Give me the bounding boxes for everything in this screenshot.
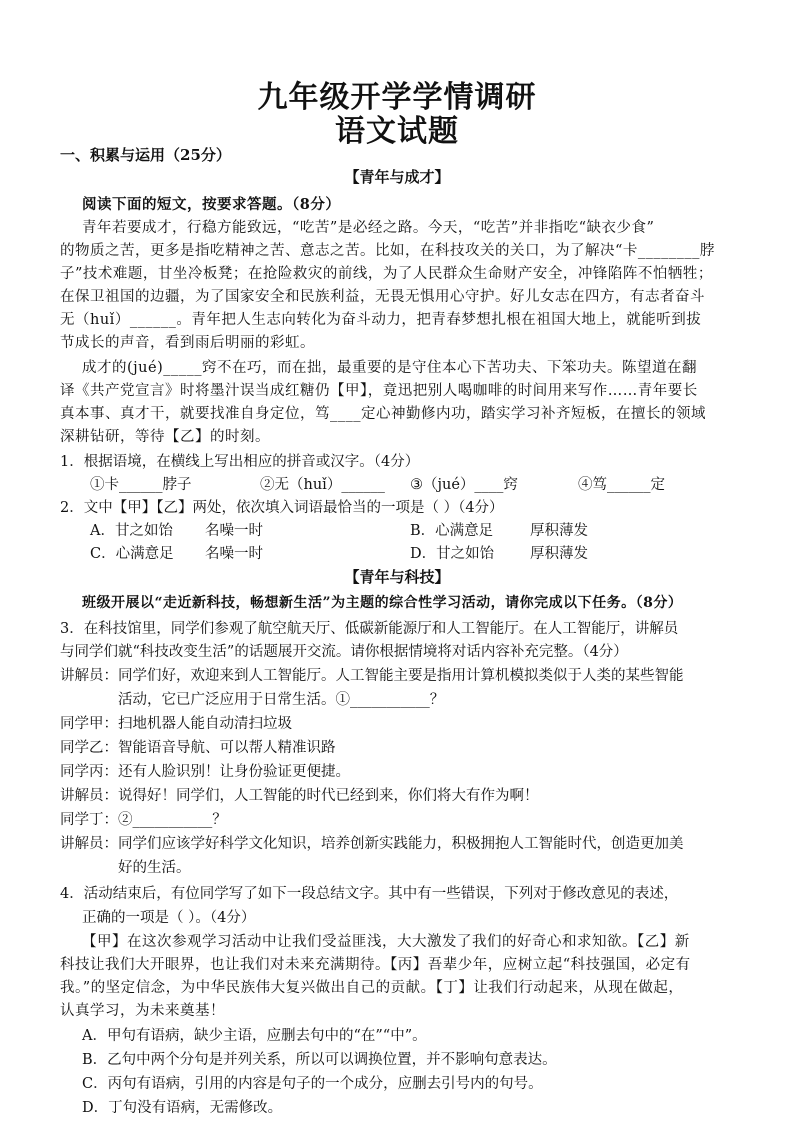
summary-line: 我。”的坚定信念，为中华民族伟大复兴做出自己的贡献。【丁】让我们行动起来，从现在做起， — [60, 980, 684, 996]
summary-line: 认真学习，为未来奠基！ — [60, 1003, 225, 1019]
summary-line: 科技让我们大开眼界，也让我们对未来充满期待。【丙】吾辈少年，应树立起“科技强国，必定有 — [60, 957, 691, 973]
q2-option-d-word: 厚积薄发 — [530, 546, 588, 562]
passage-line: 子”技术难题，甘坐冷板凳；在抢险救灾的前线，为了人民群众生命财产安全，冲锋陷阵不怕牺牲； — [60, 266, 713, 282]
passage-line: 在保卫祖国的边疆，为了国家安全和民族利益，无畏无惧用心守护。好儿女志在四方，有志者奋斗 — [60, 289, 705, 305]
q4-option-d: D．丁句没有语病，无需修改。 — [82, 1100, 283, 1116]
dialogue-line: 同学丙：还有人脸识别！让身份验证更便捷。 — [60, 764, 350, 780]
dialogue-line: 讲解员：同学们应该学好科学文化知识，培养创新实践能力，积极拥抱人工智能时代，创造更加美 — [60, 836, 684, 852]
passage-line: 译《共产党宣言》时将墨汁误当成红糖仍【甲】，竟迅把别人喝咖啡的时间用来写作……青年要长 — [60, 383, 698, 399]
reading-instruction: 阅读下面的短文，按要求答题。（8分） — [82, 196, 341, 213]
q4-option-c: C．丙句有语病，引用的内容是句子的一个成分，应删去引号内的句号。 — [82, 1076, 543, 1092]
q2-option-b-word: 厚积薄发 — [530, 523, 588, 539]
passage-line: 深耕钻研，等待【乙】的时刻。 — [60, 429, 270, 445]
q2-option-a-word: 名噪一时 — [205, 523, 263, 539]
q1-blank-4: ④笃______定 — [578, 477, 665, 493]
dialogue-line: 好的生活。 — [118, 860, 191, 876]
q4-option-b: B．乙句中两个分句是并列关系，所以可以调换位置，并不影响句意表达。 — [82, 1052, 557, 1068]
q1-blank-2: ②无（huǐ）______ — [260, 477, 385, 493]
q2-option-a: A．甘之如饴 — [90, 523, 173, 539]
dialogue-line: 同学甲：扫地机器人能自动清扫垃圾 — [60, 716, 292, 732]
activity-instruction: 班级开展以“走近新科技，畅想新生活”为主题的综合性学习活动，请你完成以下任务。（8分） — [82, 595, 683, 611]
dialogue-line: 同学丁：②___________？ — [60, 812, 227, 828]
passage-line: 成才的(jué)_____窍不在巧，而在拙，最重要的是守住本心下苦功夫、下笨功夫。陈望道在翻 — [82, 360, 697, 376]
q4-option-a: A．甲句有语病，缺少主语，应删去句中的“在”“中”。 — [82, 1028, 427, 1044]
q2-option-c: C．心满意足 — [90, 546, 174, 562]
question-3-cont: 与同学们就“科技改变生活”的话题展开交流。请你根据情境将对话内容补充完整。（4分） — [60, 644, 628, 660]
dialogue-line: 同学乙：智能语音导航、可以帮人精准识路 — [60, 740, 336, 756]
q2-option-d: D．甘之如饴 — [410, 546, 495, 562]
q2-option-b: B．心满意足 — [410, 523, 494, 539]
passage-line: 的物质之苦，更多是指吃精神之苦、意志之苦。比如，在科技攻关的关口，为了解决“卡________脖 — [60, 243, 715, 259]
exam-subtitle: 语文试题 — [335, 114, 459, 149]
question-4: 4．活动结束后，有位同学写了如下一段总结文字。其中有一些错误，下列对于修改意见的表述， — [60, 886, 679, 902]
q1-blank-1: ①卡______脖子 — [90, 477, 192, 493]
q2-option-c-word: 名噪一时 — [205, 546, 263, 562]
dialogue-line: 讲解员：同学们好，欢迎来到人工智能厅。人工智能主要是指用计算机模拟类似于人类的某些智能 — [60, 668, 684, 684]
question-2: 2．文中【甲】【乙】两处，依次填入词语最恰当的一项是（ ）（4分） — [60, 500, 504, 516]
exam-title: 九年级开学学情调研 — [257, 80, 537, 115]
section-heading: 一、积累与运用（25分） — [60, 146, 231, 164]
question-4-cont: 正确的一项是（ ）。（4分） — [82, 910, 256, 926]
passage-line: 无（huǐ）______。青年把人生志向转化为奋斗动力，把青春梦想扎根在祖国大地上，就能听到拔 — [60, 312, 702, 328]
dialogue-line: 讲解员：说得好！同学们，人工智能的时代已经到来，你们将大有作为啊！ — [60, 788, 539, 804]
passage-line: 真本事、真才干，就要找准自身定位，笃____定心神勤修内功，踏实学习补齐短板，在擅长的领域 — [60, 406, 706, 422]
summary-line: 【甲】在这次参观学习活动中让我们受益匪浅，大大激发了我们的好奇心和求知欲。【乙】新 — [82, 934, 690, 950]
part-heading-youth-tech: 【青年与科技】 — [344, 568, 450, 586]
dialogue-line: 活动，它已广泛应用于日常生活。①___________？ — [118, 692, 445, 708]
question-1: 1．根据语境，在横线上写出相应的拼音或汉字。（4分） — [60, 454, 420, 470]
passage-line: 节成长的声音，看到雨后明丽的彩虹。 — [60, 335, 315, 351]
question-3: 3．在科技馆里，同学们参观了航空航天厅、低碳新能源厅和人工智能厅。在人工智能厅，讲解员 — [60, 621, 679, 637]
part-heading-youth-growth: 【青年与成才】 — [344, 168, 450, 186]
passage-line: 青年若要成才，行稳方能致远，“吃苦”是必经之路。今天，“吃苦”并非指吃“缺衣少食” — [82, 220, 655, 236]
q1-blank-3: ③（jué）____窍 — [410, 477, 518, 493]
